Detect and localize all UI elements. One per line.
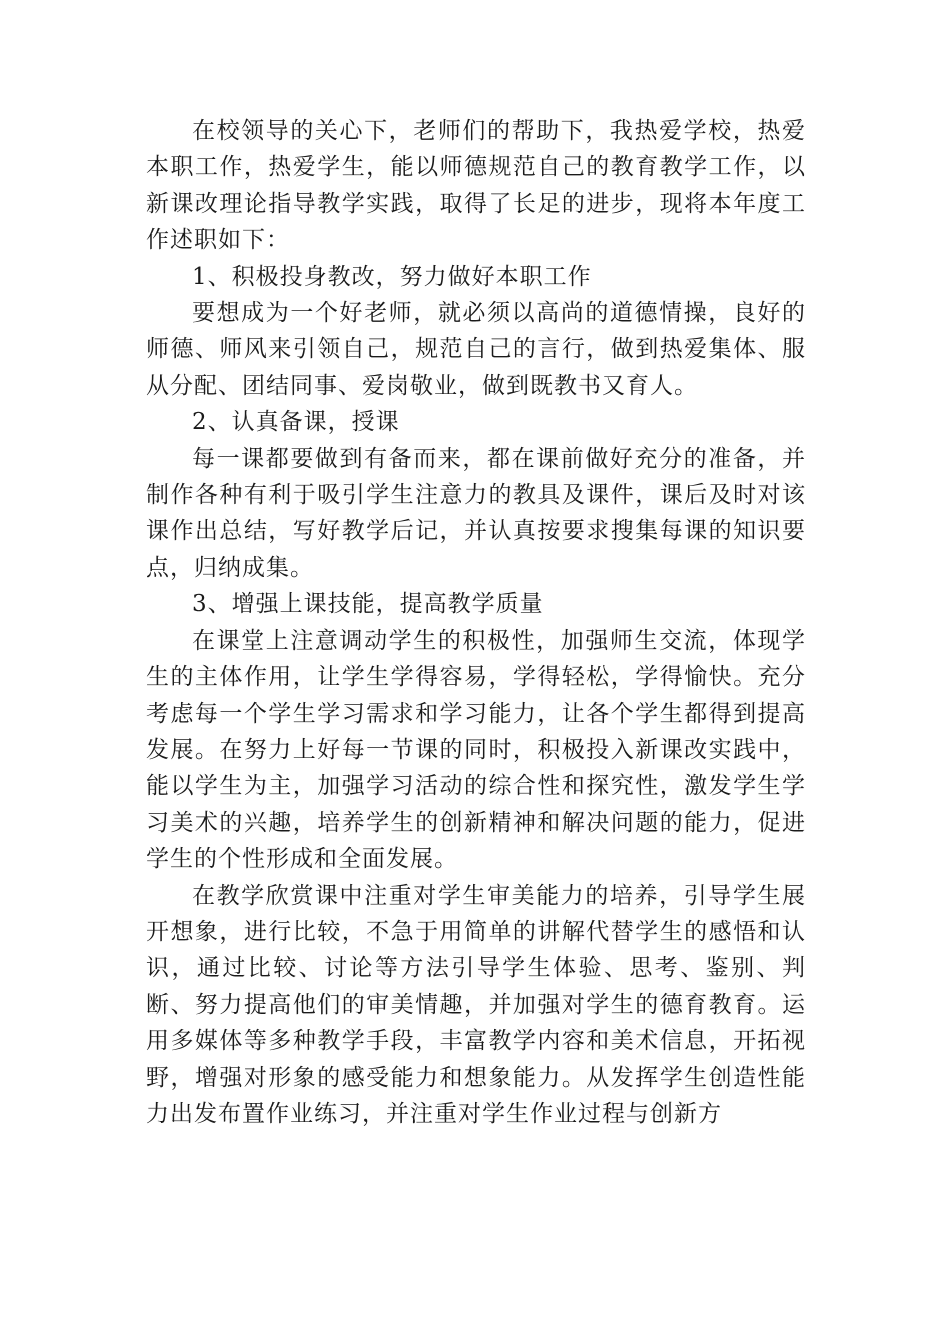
section-3-paragraph-1: 在课堂上注意调动学生的积极性，加强师生交流，体现学生的主体作用，让学生学得容易，学得轻松，学得愉快。充分考虑每一个学生学习需求和学习能力，让各个学生都得到提高发展。在努力上好每一节课的同时，积极投入新课改实践中，能以学生为主，加强学习活动的综合性和探究性，激发学生学习美术的兴趣，培养学生的创新精神和解决问题的能力，促进学生的个性形成和全面发展。 (146, 627, 806, 873)
section-heading-1: 1、积极投身教改，努力做好本职工作 (192, 263, 592, 290)
intro-paragraph: 在校领导的关心下，老师们的帮助下，我热爱学校，热爱本职工作，热爱学生，能以师德规范自己的教育教学工作，以新课改理论指导教学实践，取得了长足的进步，现将本年度工作述职如下： (146, 118, 806, 254)
document-body (146, 113, 806, 1132)
section-2-paragraph: 每一课都要做到有备而来，都在课前做好充分的准备，并制作各种有利于吸引学生注意力的教具及课件，课后及时对该课作出总结，写好教学后记，并认真按要求搜集每课的知识要点，归纳成集。 (146, 445, 806, 581)
section-heading-3: 3、增强上课技能，提高教学质量 (192, 591, 544, 618)
section-1-paragraph: 要想成为一个好老师，就必须以高尚的道德情操，良好的师德、师风来引领自己，规范自己的言行，做到热爱集体、服从分配、团结同事、爱岗敬业，做到既教书又育人。 (146, 300, 806, 399)
section-heading-2: 2、认真备课，授课 (192, 409, 400, 436)
section-3-paragraph-2: 在教学欣赏课中注重对学生审美能力的培养，引导学生展开想象，进行比较，不急于用简单的讲解代替学生的感悟和认识，通过比较、讨论等方法引导学生体验、思考、鉴别、判断、努力提高他们的审美情趣，并加强对学生的德育教育。运用多媒体等多种教学手段，丰富教学内容和美术信息，开拓视野，增强对形象的感受能力和想象能力。从发挥学生创造性能力出发布置作业练习，并注重对学生作业过程与创新方 (146, 882, 806, 1127)
